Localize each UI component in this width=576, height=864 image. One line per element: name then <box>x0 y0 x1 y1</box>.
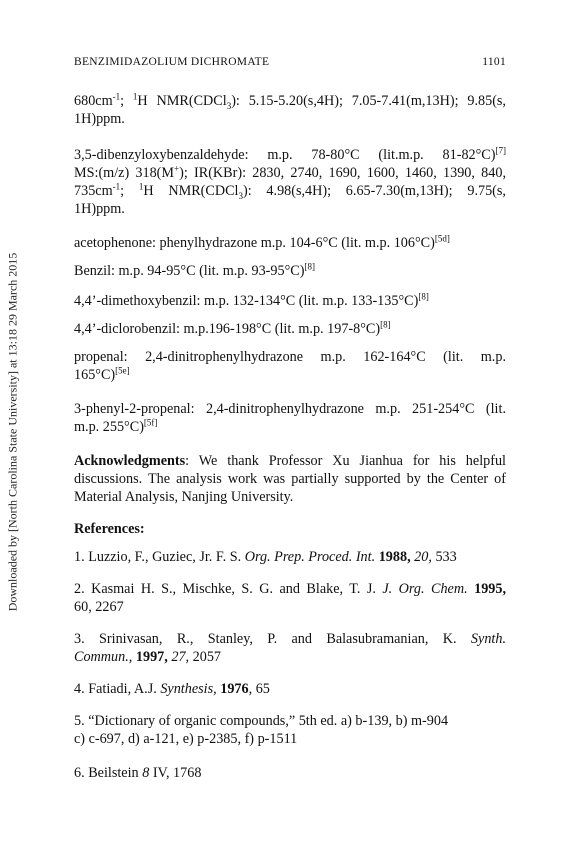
entry-line: 3,5-dibenzyloxybenzaldehyde: m.p. 78-80°C (lit.m.p. 81-82°C)[7] <box>74 145 506 163</box>
reference-1: 1. Luzzio, F., Guziec, Jr. F. S. Org. Prep. Proced. Int. 1988, 20, 533 <box>74 549 457 565</box>
reference-5 <box>74 712 506 748</box>
reference-2 <box>74 580 506 616</box>
entry-line: 1H)ppm. <box>74 111 125 127</box>
reference-line: 2. Kasmai H. S., Mischke, S. G. and Blake, T. J. J. Org. Chem. 1995, <box>74 581 507 597</box>
entry-diclorobenzil: 4,4’-diclorobenzil: m.p.196-198°C (lit. m.p. 197-8°C)[8] <box>74 319 391 337</box>
acknowledgments <box>74 452 506 506</box>
entry-continued <box>74 92 506 128</box>
entry-dimethoxybenzil: 4,4’-dimethoxybenzil: m.p. 132-134°C (lit. m.p. 133-135°C)[8] <box>74 291 429 309</box>
download-watermark <box>2 0 24 864</box>
entry-line: 165°C)[5e] <box>74 365 130 383</box>
entry-line: m.p. 255°C)[5f] <box>74 417 158 435</box>
entry-line: propenal: 2,4-dinitrophenylhydrazone m.p. 162-164°C (lit. m.p. <box>74 349 506 365</box>
entry-dibenzyloxybenzaldehyde <box>74 146 506 218</box>
ack-line: discussions. The analysis work was partially supported by the Center of <box>74 471 506 487</box>
references-heading: References: <box>74 521 145 537</box>
reference-6: 6. Beilstein 8 IV, 1768 <box>74 765 202 781</box>
reference-3 <box>74 630 506 666</box>
entry-line: 1H)ppm. <box>74 201 125 217</box>
entry-line: $680cm^{-1}$; $^1$H NMR(CDCl$_3$): 5.15-5.20(s,4H); 7.05-7.41(m,13H); 9.85(s, <box>74 91 506 111</box>
ack-line: Acknowledgments: We thank Professor Xu Jianhua for his helpful <box>74 453 506 469</box>
ack-line: Material Analysis, Nanjing University. <box>74 489 294 505</box>
entry-line: $735cm^{-1}$; $^1$H NMR(CDCl$_3$): 4.98(s,4H); 6.65-7.30(m,13H); 9.75(s, <box>74 181 506 201</box>
download-note: Downloaded by [North Carolina State University] at 13:18 29 March 2015 <box>5 252 20 612</box>
reference-line: c) c-697, d) a-121, e) p-2385, f) p-1511 <box>74 731 298 747</box>
ack-heading: Acknowledgments <box>74 453 186 469</box>
entry-phenylpropenal <box>74 400 506 436</box>
entry-propenal <box>74 348 506 384</box>
reference-line: 60, 2267 <box>74 599 124 615</box>
running-header <box>74 56 506 68</box>
reference-line: 3. Srinivasan, R., Stanley, P. and Balasubramanian, K. Synth. <box>74 631 506 647</box>
entry-benzil: Benzil: m.p. 94-95°C (lit. m.p. 93-95°C)[8] <box>74 261 315 279</box>
entry-acetophenone: acetophenone: phenylhydrazone m.p. 104-6°C (lit. m.p. 106°C)[5d] <box>74 233 450 251</box>
page-number: 1101 <box>482 56 506 68</box>
entry-line: 3-phenyl-2-propenal: 2,4-dinitrophenylhydrazone m.p. 251-254°C (lit. <box>74 401 506 417</box>
reference-line: 5. “Dictionary of organic compounds,” 5th ed. a) b-139, b) m-904 <box>74 713 449 729</box>
reference-line: Commun., 1997, 27, 2057 <box>74 649 222 665</box>
entry-line: MS:(m/z) 318(M+); IR(KBr): 2830, 2740, 1690, 1600, 1460, 1390, 840, <box>74 163 506 181</box>
running-title: BENZIMIDAZOLIUM DICHROMATE <box>74 56 270 68</box>
reference-4: 4. Fatiadi, A.J. Synthesis, 1976, 65 <box>74 681 270 697</box>
